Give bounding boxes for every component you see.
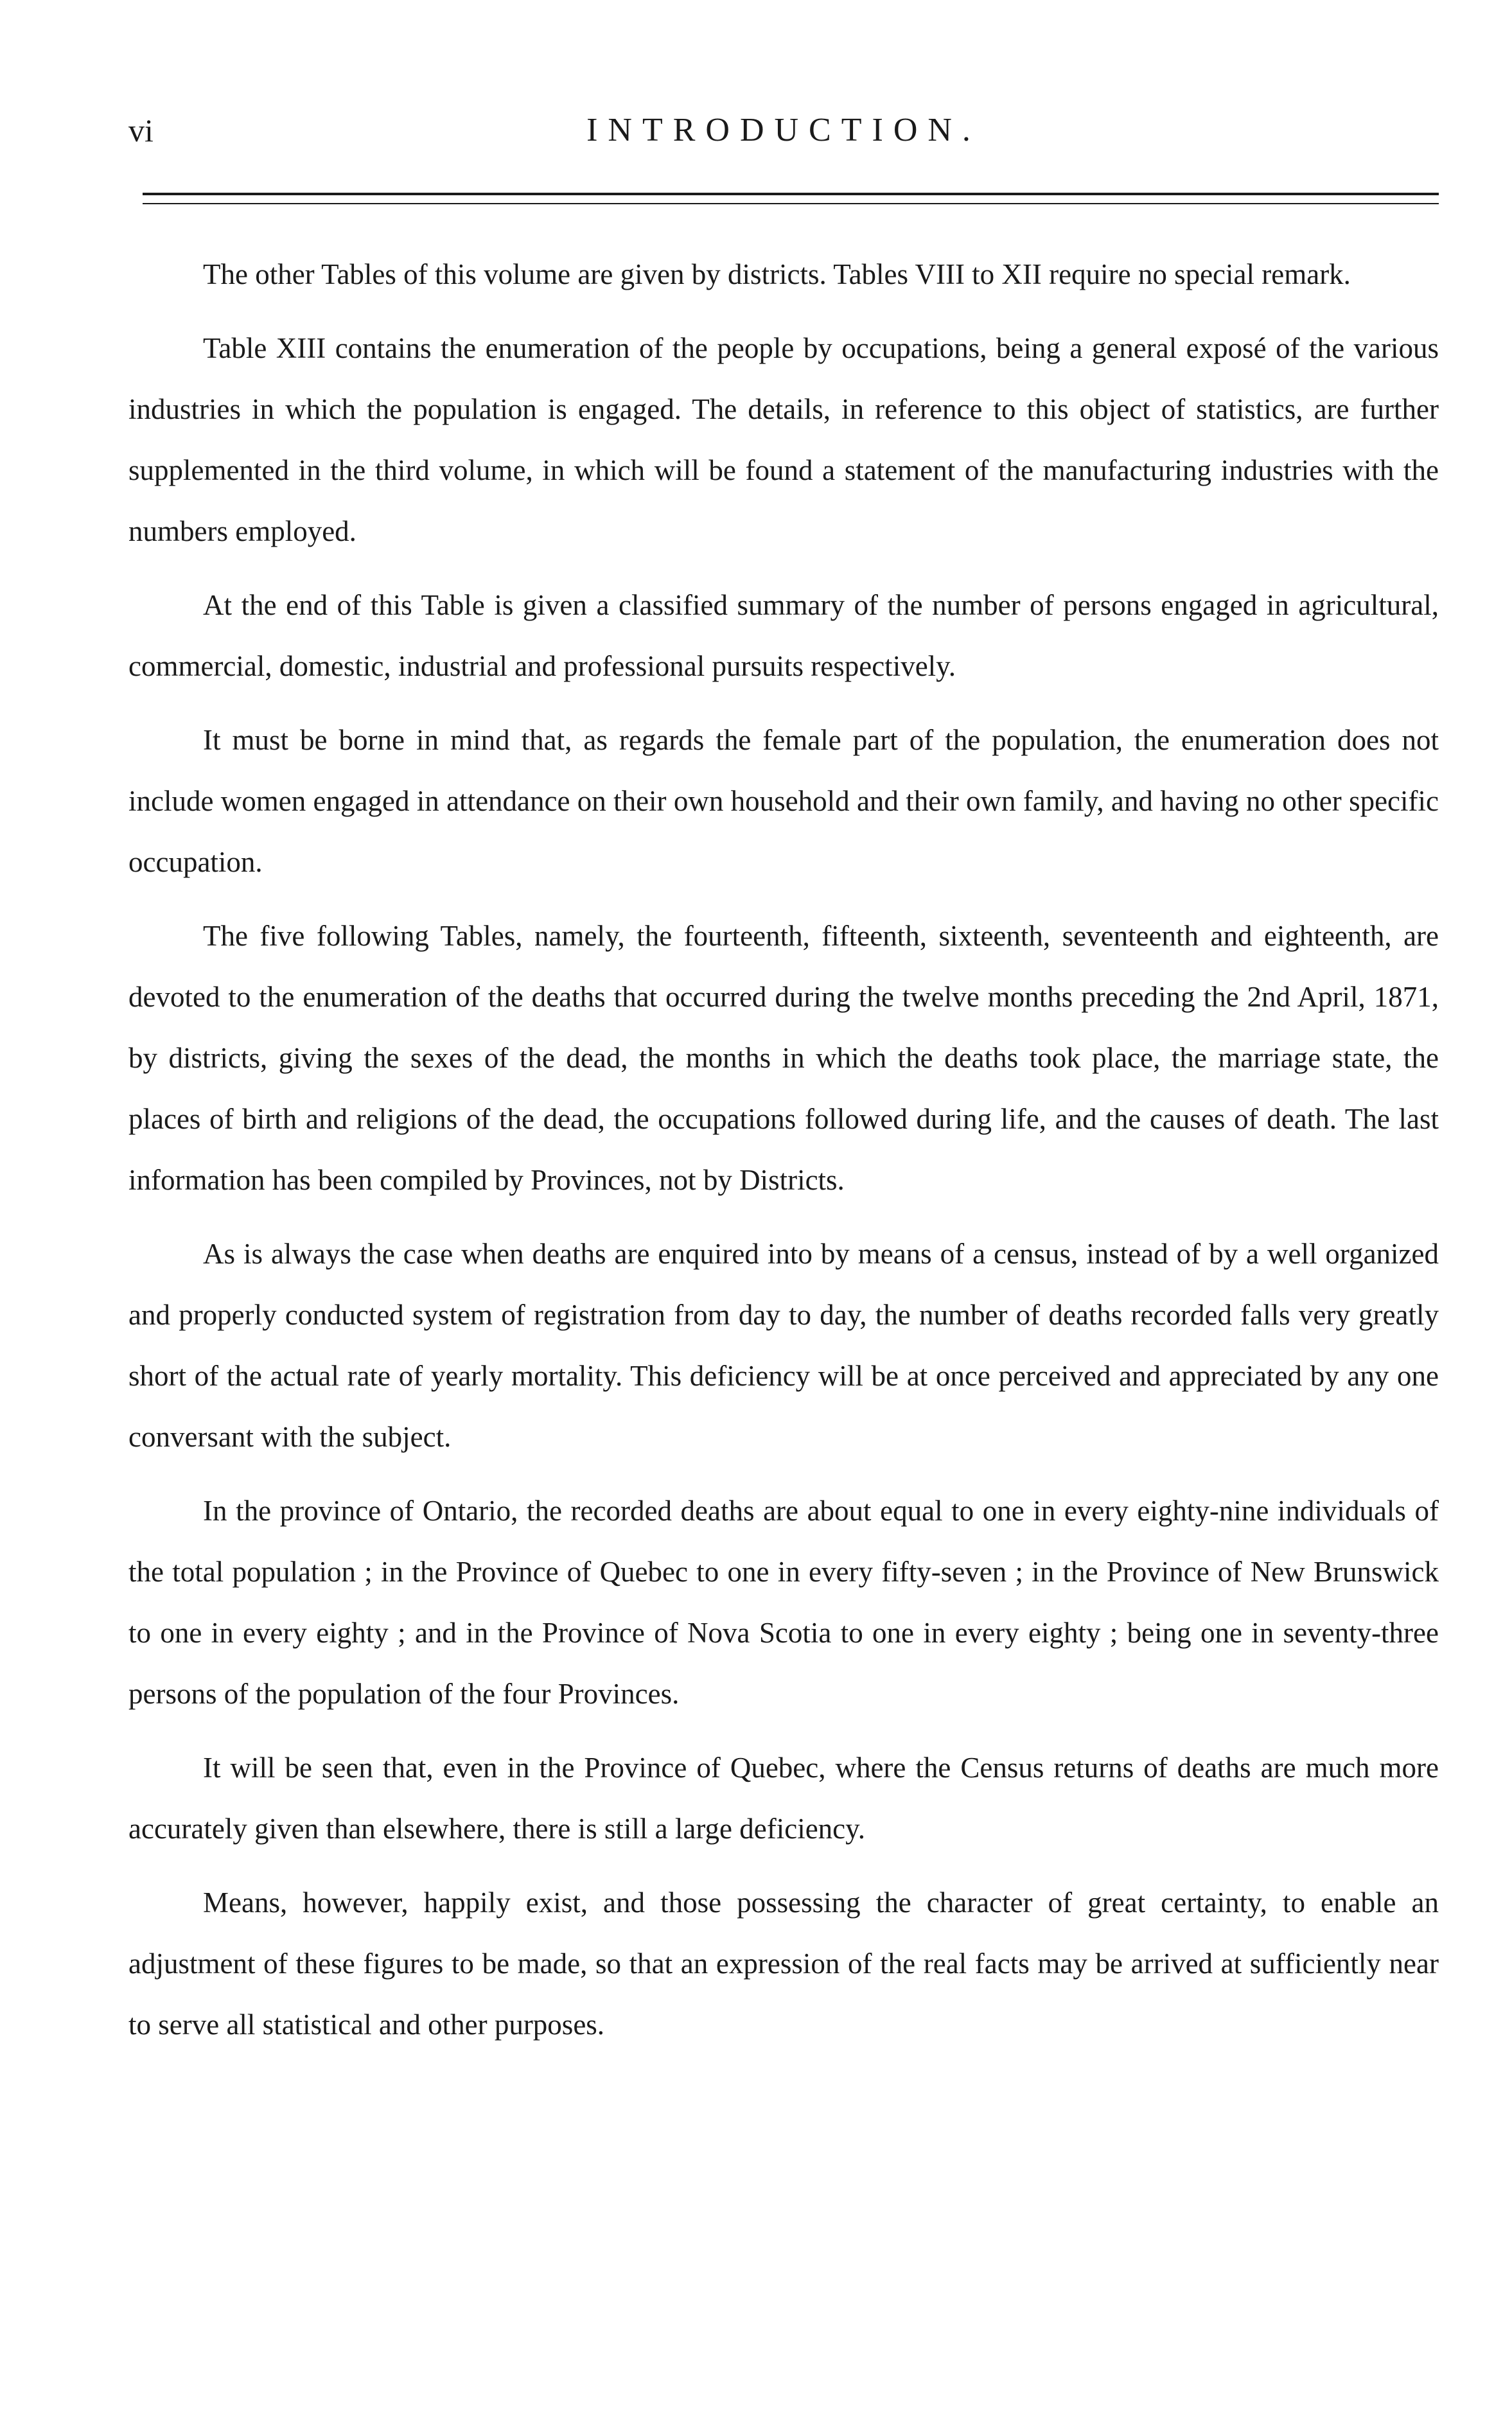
paragraph-classified-summary: At the end of this Table is given a classified summary of the number of persons engaged in agricultural, commercial, domestic, industrial and professional pursuits respectively. xyxy=(128,589,1439,682)
running-head xyxy=(128,108,1439,153)
paragraph-quebec-deficiency: It will be seen that, even in the Province of Quebec, where the Census returns of deaths are much more accurately given than elsewhere, there is still a large deficiency. xyxy=(128,1752,1439,1845)
paragraph-female-population: It must be borne in mind that, as regards the female part of the population, the enumeration does not include women engaged in attendance on their own household and their own family, and having no other specific occupation. xyxy=(128,724,1439,878)
page-number: vi xyxy=(128,112,154,148)
body-text xyxy=(128,244,1439,2068)
paragraph-adjustment-means: Means, however, happily exist, and those possessing the character of great certainty, to enable an adjustment of these figures to be made, so that an expression of the real facts may be arrived at sufficiently near to serve all statistical and other purposes. xyxy=(128,1887,1439,2041)
running-title: INTRODUCTION. xyxy=(586,112,981,148)
paragraph-tables-by-districts: The other Tables of this volume are given by districts. Tables VIII to XII require no special remark. xyxy=(203,258,1351,290)
paragraph-death-tables: The five following Tables, namely, the fourteenth, fifteenth, sixteenth, seventeenth and eighteenth, are devoted to the enumeration of the deaths that occurred during the twelve months preceding the 2nd April, 1871, by districts, giving the sexes of the dead, the months in which the deaths took place, the marriage state, the places of birth and religions of the dead, the occupations followed during life, and the causes of death. The last information has been compiled by Provinces, not by Districts. xyxy=(128,920,1439,1196)
header-double-rule xyxy=(143,193,1439,204)
paragraph-table-xiii: Table XIII contains the enumeration of the people by occupations, being a general exposé of the various industries in which the population is engaged. The details, in reference to this object of statistics, are further supplemented in the third volume, in which will be found a statement of the manufacturing industries with the numbers employed. xyxy=(128,332,1439,547)
paragraph-census-deficiency: As is always the case when deaths are enquired into by means of a census, instead of by a well organized and properly conducted system of registration from day to day, the number of deaths recorded falls very greatly short of the actual rate of yearly mortality. This deficiency will be at once perceived and appreciated by any one conversant with the subject. xyxy=(128,1238,1439,1453)
paragraph-provincial-rates: In the province of Ontario, the recorded deaths are about equal to one in every eighty-nine individuals of the total population ; in the Province of Quebec to one in every fifty-seven ; in the Province of New Brunswick to one in every eighty ; and in the Province of Nova Scotia to one in every eighty ; being one in seventy-three persons of the population of the four Provinces. xyxy=(128,1495,1439,1710)
